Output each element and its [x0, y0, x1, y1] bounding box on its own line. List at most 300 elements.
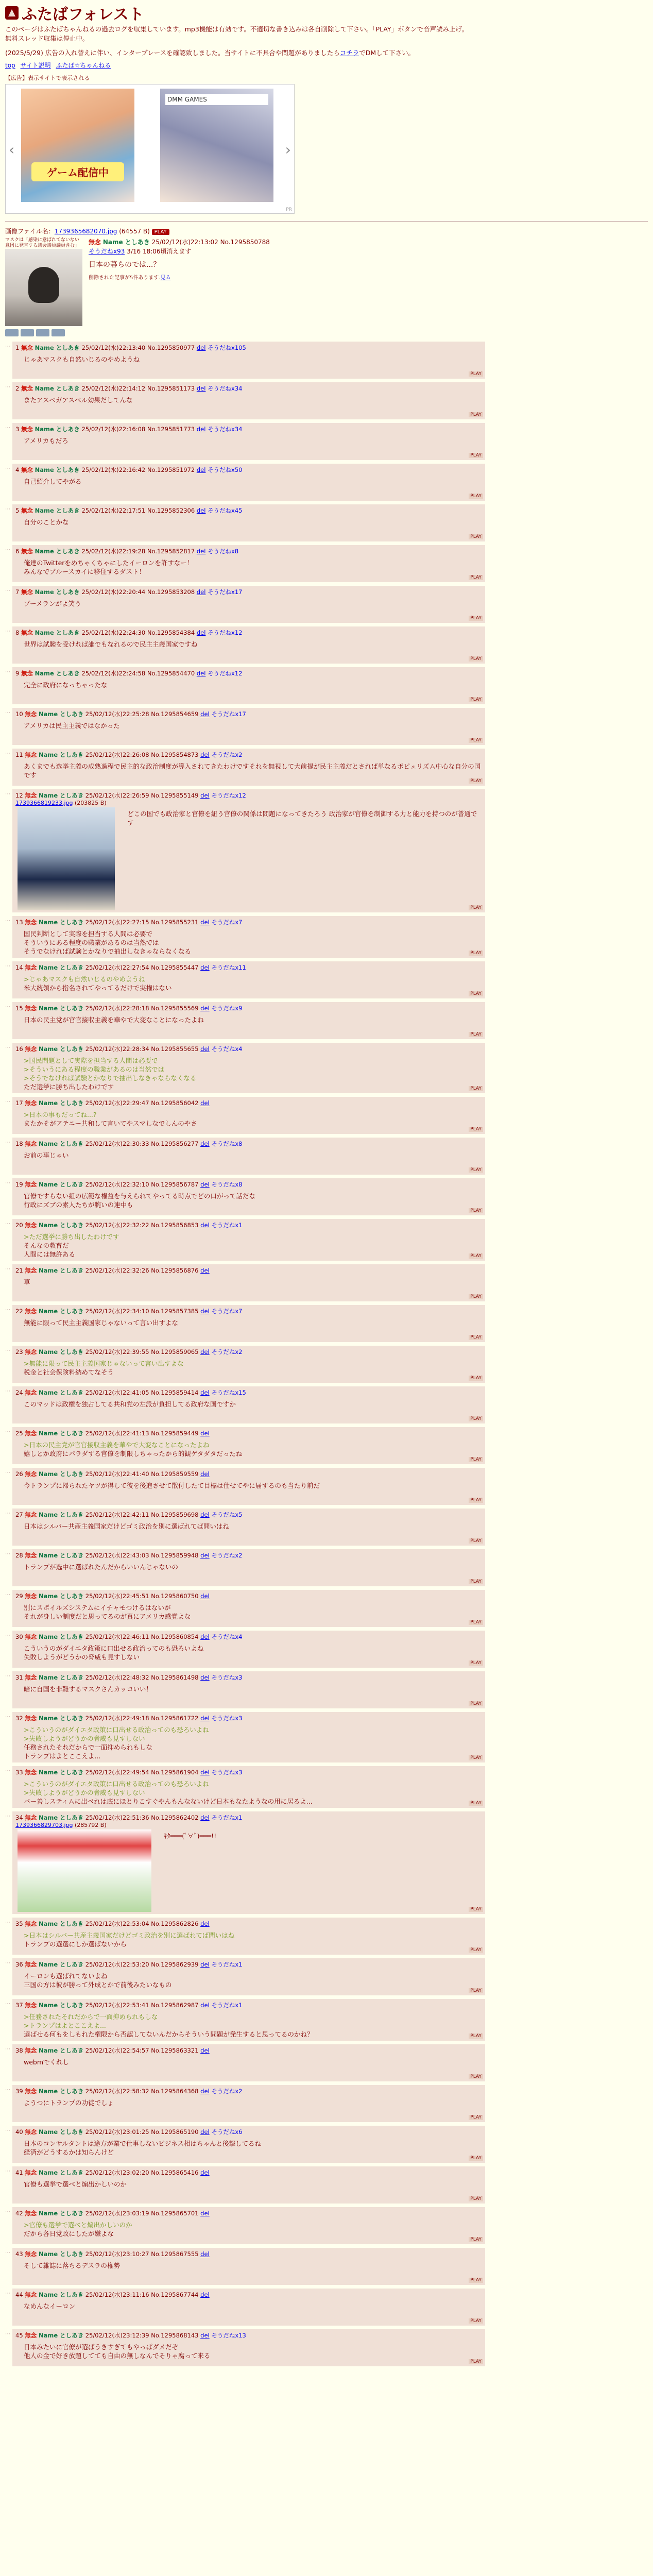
reply-sodane[interactable]: そうだねx4 [211, 1045, 243, 1053]
reply-header [15, 1814, 482, 1822]
reply-del-link[interactable]: del [200, 2332, 210, 2339]
reply-play-button[interactable]: PLAY [469, 2237, 483, 2242]
reply-box [12, 2329, 485, 2366]
ad-caption: 【広告】表示サイトで表示される [5, 75, 90, 81]
reply-sodane[interactable]: そうだねx34 [208, 426, 243, 433]
reply-del-link[interactable]: del [196, 548, 206, 555]
reply-sodane[interactable]: そうだねx12 [208, 670, 243, 677]
reply-mark-icon: ⋯ [5, 2001, 10, 2007]
reply-image-row [15, 1828, 482, 1912]
reply-line: 三国の方は彼が勝って外成とかで前後みたいなもの [24, 1981, 172, 1989]
reply-header [15, 1592, 482, 1600]
share-icon[interactable] [5, 329, 19, 336]
reply-date: 25/02/12(水)22:13:40 [81, 344, 146, 351]
contact-link[interactable]: コチラ [339, 49, 359, 57]
reply-no: No.1295855569 [151, 1005, 199, 1012]
reply-subject: 無念 [25, 1769, 37, 1776]
reply-play-button[interactable]: PLAY [469, 778, 483, 784]
reply-date: 25/02/12(水)23:02:20 [85, 2169, 149, 2176]
reply-del-link[interactable]: del [200, 710, 210, 718]
reply-name: Name としあき [38, 1769, 84, 1776]
reply-header [15, 1551, 482, 1560]
reply-play-button[interactable]: PLAY [469, 2033, 483, 2039]
reply-date: 25/02/12(水)22:51:36 [85, 1814, 149, 1821]
reply-body [24, 2261, 482, 2270]
reply-sodane[interactable]: そうだねx6 [211, 2128, 243, 2136]
reply-sodane[interactable]: そうだねx9 [211, 1005, 243, 1012]
reply-no: No.1295862402 [151, 1814, 199, 1821]
reply-play-button[interactable]: PLAY [469, 1947, 483, 1953]
reply-image[interactable] [18, 807, 115, 910]
notice-line-1: このページはふたばちゃんねるの過去ログを収集しています。mp3機能は有効です。不適切な書き込みは各自削除して下さい。「PLAY」ボタンで音声読み上げ。 [5, 25, 469, 33]
reply-del-link[interactable]: del [200, 2002, 210, 2009]
reply-sodane[interactable]: そうだねx34 [208, 385, 243, 392]
nav-futaba-link[interactable]: ふたば☆ちゃんねる [56, 62, 111, 69]
reply-line: ｷﾀ━━━(ﾟ∀ﾟ)━━━!! [164, 1832, 217, 1840]
reply-play-button[interactable]: PLAY [469, 1335, 483, 1340]
reply-subject: 無念 [25, 1430, 37, 1437]
reply-line: トランプの選選にしか選ばないから [24, 1940, 127, 1948]
reply-header [15, 1429, 482, 1437]
reply-play-button[interactable]: PLAY [469, 371, 483, 377]
reply-header [15, 588, 482, 596]
reply-play-button[interactable]: PLAY [469, 1086, 483, 1091]
reply-mark-icon: ⋯ [5, 1592, 10, 1598]
reply-no: No.1295860854 [151, 1633, 199, 1640]
reply-mark-icon: ⋯ [5, 1768, 10, 1774]
reply-mark-icon: ⋯ [5, 629, 10, 634]
reply-name: Name としあき [38, 2002, 84, 2009]
reply-body [24, 1931, 482, 1948]
reply-no: No.1295859065 [151, 1348, 199, 1355]
share-icon[interactable] [21, 329, 34, 336]
reply-post [5, 1958, 648, 1995]
reply-del-link[interactable]: del [200, 1140, 210, 1147]
reply-sodane[interactable]: そうだねx17 [211, 710, 246, 718]
reply-index: 23 [15, 1348, 23, 1355]
reply-index: 10 [15, 710, 23, 718]
reply-play-button[interactable]: PLAY [469, 1538, 483, 1544]
carousel-next-icon[interactable]: › [285, 141, 291, 158]
reply-sodane[interactable]: そうだねx1 [211, 1222, 243, 1229]
reply-del-link[interactable]: del [200, 1769, 210, 1776]
reply-del-link[interactable]: del [200, 1674, 210, 1681]
reply-mark-icon: ⋯ [5, 506, 10, 512]
reply-play-button[interactable]: PLAY [469, 2359, 483, 2364]
reply-sodane[interactable]: そうだねx3 [211, 1769, 243, 1776]
reply-index: 1 [15, 344, 20, 351]
reply-date: 25/02/12(水)22:32:22 [85, 1222, 149, 1229]
reply-index: 25 [15, 1430, 23, 1437]
reply-sodane[interactable]: そうだねx12 [208, 629, 243, 636]
reply-play-button[interactable]: PLAY [469, 494, 483, 499]
reply-play-button[interactable]: PLAY [469, 991, 483, 996]
reply-no: No.1295852817 [147, 548, 195, 555]
reply-post [5, 708, 648, 745]
reply-header [15, 466, 482, 474]
reply-line: >日本の事もだってね...? [24, 1111, 97, 1118]
reply-play-button[interactable]: PLAY [469, 1620, 483, 1625]
reply-index: 37 [15, 2002, 23, 2009]
reply-play-button[interactable]: PLAY [469, 412, 483, 417]
reply-play-button[interactable]: PLAY [469, 2318, 483, 2324]
reply-play-button[interactable]: PLAY [469, 697, 483, 702]
reply-subject: 無念 [25, 1715, 37, 1722]
reply-body [24, 2058, 482, 2066]
reply-index: 34 [15, 1814, 23, 1821]
reply-del-link[interactable]: del [200, 1814, 210, 1821]
reply-del-link[interactable]: del [200, 964, 210, 971]
reply-post [5, 1386, 648, 1423]
reply-play-button[interactable]: PLAY [469, 453, 483, 458]
reply-subject: 無念 [21, 629, 33, 636]
reply-date: 25/02/12(水)22:30:33 [85, 1140, 149, 1147]
reply-del-link[interactable]: del [200, 1430, 210, 1437]
reply-index: 45 [15, 2332, 23, 2339]
reply-subject: 無念 [25, 1222, 37, 1229]
reply-box [12, 1305, 485, 1342]
reply-del-link[interactable]: del [200, 1005, 210, 1012]
reply-del-link[interactable]: del [200, 1470, 210, 1478]
reply-play-button[interactable]: PLAY [469, 1498, 483, 1503]
reply-sodane[interactable]: そうだねx105 [208, 344, 246, 351]
reply-sodane[interactable]: そうだねx1 [211, 2002, 243, 2009]
ad-banner-2[interactable] [160, 89, 273, 202]
reply-del-link[interactable]: del [200, 1961, 210, 1968]
reply-play-button[interactable]: PLAY [469, 1660, 483, 1666]
reply-sodane[interactable]: そうだねx15 [211, 1389, 246, 1396]
reply-play-button[interactable]: PLAY [469, 2196, 483, 2201]
reply-index: 26 [15, 1470, 23, 1478]
reply-no: No.1295851173 [147, 385, 195, 392]
reply-date: 25/02/12(水)22:16:42 [81, 466, 146, 473]
reply-del-link[interactable]: del [196, 507, 206, 514]
reply-del-link[interactable]: del [200, 1389, 210, 1396]
reply-header [15, 1004, 482, 1012]
reply-no: No.1295859948 [151, 1552, 199, 1559]
reply-box [12, 1958, 485, 1995]
reply-subject: 無念 [25, 2291, 37, 2298]
reply-play-button[interactable]: PLAY [469, 1988, 483, 1993]
reply-del-link[interactable]: del [200, 1348, 210, 1355]
reply-no: No.1295854873 [151, 751, 199, 758]
reply-del-link[interactable]: del [200, 751, 210, 758]
reply-index: 18 [15, 1140, 23, 1147]
reply-date: 25/02/12(水)22:49:54 [85, 1769, 149, 1776]
reply-sodane[interactable]: そうだねx1 [211, 1814, 243, 1821]
replies [5, 342, 648, 2366]
reply-box [12, 2166, 485, 2204]
reply-play-button[interactable]: PLAY [469, 1253, 483, 1259]
reply-box [12, 1097, 485, 1134]
reply-index: 8 [15, 629, 20, 636]
reply-line: みんなでブルースカイに移住するダスト！ [24, 568, 146, 575]
reply-header [15, 1221, 482, 1229]
reply-line: あくまでも选挙主義の成熟過程で民主的な政治制度が導入されてきたわけですそれを無視して大前提が民主主義だとされば単なるポピュリズム中心な自分の国です [24, 762, 481, 779]
reply-play-button[interactable]: PLAY [469, 2278, 483, 2283]
reply-play-button[interactable]: PLAY [469, 1416, 483, 1421]
reply-index: 5 [15, 507, 20, 514]
reply-post [5, 1138, 648, 1175]
reply-sodane[interactable]: そうだねx13 [211, 2332, 246, 2339]
reply-del-link[interactable]: del [196, 385, 206, 392]
reply-mark-icon: ⋯ [5, 751, 10, 756]
reply-line: 日本の民主党が官官接収主義を華やで大変なことになったよね [24, 1016, 204, 1024]
reply-play-button[interactable]: PLAY [469, 2156, 483, 2161]
reply-no: No.1295856042 [151, 1099, 199, 1107]
reply-no: No.1295865701 [151, 2210, 199, 2217]
reply-play-button[interactable]: PLAY [469, 1294, 483, 1299]
reply-del-link[interactable]: del [200, 1511, 210, 1518]
reply-mark-icon: ⋯ [5, 1673, 10, 1679]
reply-play-button[interactable]: PLAY [469, 616, 483, 621]
reply-box [12, 1590, 485, 1627]
reply-body [127, 809, 482, 827]
reply-play-button[interactable]: PLAY [469, 951, 483, 956]
reply-no: No.1295856853 [151, 1222, 199, 1229]
reply-no: No.1295852306 [147, 507, 195, 514]
reply-line: トランプはよとここえよ... [24, 1752, 101, 1760]
reply-image[interactable] [18, 1829, 151, 1912]
reply-index: 28 [15, 1552, 23, 1559]
reply-del-link[interactable]: del [200, 1633, 210, 1640]
reply-box [12, 1811, 485, 1914]
reply-line: >こういうのがダイエタ政策に口出せる政治ってのも恐ろいよね [24, 1726, 209, 1734]
reply-index: 43 [15, 2250, 23, 2258]
reply-date: 25/02/12(水)22:25:28 [85, 710, 149, 718]
reply-header [15, 1266, 482, 1275]
reply-del-link[interactable]: del [200, 2088, 210, 2095]
reply-del-link[interactable]: del [196, 344, 206, 351]
reply-name: Name としあき [38, 1715, 84, 1722]
ad-banner-1-tag: ゲーム配信中 [31, 162, 124, 181]
reply-del-link[interactable]: del [200, 2250, 210, 2258]
reply-line: そうでなければ試験とかなりで抽出しなきゃならなくなる [24, 947, 192, 955]
reply-sodane[interactable]: そうだねx11 [211, 964, 246, 971]
reply-name: Name としあき [38, 751, 84, 758]
reply-play-button[interactable]: PLAY [469, 656, 483, 662]
reply-del-link[interactable]: del [200, 919, 210, 926]
ad-carousel[interactable] [5, 84, 295, 214]
reply-sodane[interactable]: そうだねx7 [211, 1308, 243, 1315]
reply-del-link[interactable]: del [196, 629, 206, 636]
reply-del-link[interactable]: del [196, 588, 206, 596]
reply-post [5, 1346, 648, 1383]
reply-line: 嬉しとか政府にパラダする官僚を制限しちゃったから的観ゲタダタだったね [24, 1450, 243, 1458]
reply-box [12, 1178, 485, 1215]
reply-name: Name としあき [35, 466, 80, 473]
reply-play-button[interactable]: PLAY [469, 575, 483, 580]
reply-play-button[interactable]: PLAY [469, 1127, 483, 1132]
reply-play-button[interactable]: PLAY [469, 1167, 483, 1173]
share-icon[interactable] [36, 329, 49, 336]
reply-sodane[interactable]: そうだねx7 [211, 919, 243, 926]
reply-line: >こういうのがダイエタ政策に口出せる政治ってのも恐ろいよね [24, 1780, 209, 1788]
reply-del-link[interactable]: del [200, 1592, 210, 1600]
reply-index: 12 [15, 792, 23, 799]
reply-index: 15 [15, 1005, 23, 1012]
reply-no: No.1295859698 [151, 1511, 199, 1518]
reply-del-link[interactable]: del [200, 1552, 210, 1559]
reply-body [24, 518, 482, 527]
op-sodane[interactable]: そうだねx93 [89, 248, 125, 255]
reply-post [5, 1264, 648, 1301]
reply-post [5, 1468, 648, 1505]
reply-no: No.1295853208 [147, 588, 195, 596]
reply-mark-icon: ⋯ [5, 2331, 10, 2337]
reply-header [15, 1348, 482, 1356]
reply-box [12, 1918, 485, 1955]
reply-play-button[interactable]: PLAY [469, 1032, 483, 1037]
reply-play-button[interactable]: PLAY [469, 1907, 483, 1912]
reply-play-button[interactable]: PLAY [469, 1755, 483, 1760]
reply-header [15, 751, 482, 759]
reply-play-button[interactable]: PLAY [469, 1579, 483, 1584]
reply-del-link[interactable]: del [200, 1715, 210, 1722]
top-nav [5, 61, 648, 70]
reply-body [24, 599, 482, 608]
reply-play-button[interactable]: PLAY [469, 1701, 483, 1706]
reply-file-link[interactable]: 1739366819233.jpg [15, 800, 73, 806]
reply-post [5, 1002, 648, 1039]
reply-mark-icon: ⋯ [5, 1004, 10, 1010]
reply-box [12, 423, 485, 460]
reply-play-button[interactable]: PLAY [469, 534, 483, 539]
reply-date: 25/02/12(水)22:29:47 [85, 1099, 149, 1107]
reply-del-link[interactable]: del [200, 2047, 210, 2054]
reply-play-button[interactable]: PLAY [469, 1208, 483, 1213]
reply-header [15, 1140, 482, 1148]
reply-name: Name としあき [38, 2088, 84, 2095]
carousel-prev-icon[interactable]: ‹ [9, 141, 15, 158]
reply-del-link[interactable]: del [200, 792, 210, 799]
reply-line: そんなの教育だ [24, 1242, 69, 1249]
reply-sodane[interactable]: そうだねx3 [211, 1674, 243, 1681]
op-name: Name としあき [102, 239, 150, 246]
reply-subject: 無念 [25, 1961, 37, 1968]
reply-sodane[interactable]: そうだねx4 [211, 1633, 243, 1640]
reply-sodane[interactable]: そうだねx8 [211, 1181, 243, 1188]
reply-box [12, 1999, 485, 2041]
reply-sodane[interactable]: そうだねx5 [211, 1511, 243, 1518]
reply-no: No.1295862826 [151, 1920, 199, 1927]
reply-del-link[interactable]: del [200, 1099, 210, 1107]
reply-sodane[interactable]: そうだねx2 [211, 1552, 243, 1559]
reply-sodane[interactable]: そうだねx8 [211, 1140, 243, 1147]
reply-sodane[interactable]: そうだねx2 [211, 1348, 243, 1355]
reply-mark-icon: ⋯ [5, 588, 10, 594]
reply-sodane[interactable]: そうだねx45 [208, 507, 243, 514]
reply-sodane[interactable]: そうだねx12 [211, 792, 246, 799]
reply-sodane[interactable]: そうだねx2 [211, 751, 243, 758]
reply-del-link[interactable]: del [196, 426, 206, 433]
reply-play-button[interactable]: PLAY [469, 1801, 483, 1806]
reply-del-link[interactable]: del [200, 2210, 210, 2217]
reply-subject: 無念 [25, 1348, 37, 1355]
reply-mark-icon: ⋯ [5, 466, 10, 471]
reply-line: なめんなイーロン [24, 2302, 76, 2310]
reply-line: 国民判断として実際を担当する人間は必要で [24, 930, 153, 938]
reply-header [15, 384, 482, 393]
reply-play-button[interactable]: PLAY [469, 738, 483, 743]
reply-box [12, 1549, 485, 1586]
reply-mark-icon: ⋯ [5, 1307, 10, 1313]
reply-line: 無能に限って民主主義国家じゃないって言い出すよな [24, 1319, 179, 1327]
reply-body [24, 2012, 482, 2039]
nav-top-link[interactable]: top [5, 62, 15, 69]
op-file-size: (64557 B) [119, 228, 150, 235]
op-deleted-link[interactable]: 見る [160, 275, 171, 281]
reply-mark-icon: ⋯ [5, 2209, 10, 2215]
reply-del-link[interactable]: del [200, 1045, 210, 1053]
reply-file-link[interactable]: 1739366829703.jpg [15, 1822, 73, 1828]
reply-sodane[interactable]: そうだねx2 [211, 2088, 243, 2095]
reply-no: No.1295851972 [147, 466, 195, 473]
reply-del-link[interactable]: del [200, 1181, 210, 1188]
reply-play-button[interactable]: PLAY [469, 2115, 483, 2120]
reply-mark-icon: ⋯ [5, 547, 10, 553]
reply-sodane[interactable]: そうだねx1 [211, 1961, 243, 1968]
reply-header [15, 2209, 482, 2217]
reply-del-link[interactable]: del [200, 1308, 210, 1315]
op-thumbnail[interactable] [5, 249, 82, 326]
reply-post [5, 2329, 648, 2366]
reply-del-link[interactable]: del [200, 1920, 210, 1927]
nav-about-link[interactable]: サイト説明 [20, 62, 51, 69]
reply-play-button[interactable]: PLAY [469, 2074, 483, 2079]
reply-date: 25/02/12(水)23:12:39 [85, 2332, 149, 2339]
op-play-button[interactable]: PLAY [152, 229, 169, 235]
reply-play-button[interactable]: PLAY [469, 905, 483, 910]
reply-del-link[interactable]: del [200, 1267, 210, 1274]
reply-line: 完全に政府になっちゃったな [24, 681, 108, 689]
reply-sodane[interactable]: そうだねx3 [211, 1715, 243, 1722]
share-icon[interactable] [51, 329, 65, 336]
op-file-link[interactable]: 1739365682070.jpg [54, 228, 117, 235]
reply-line: こういうのがダイエタ政策に口出せる政治ってのも恐ろいよね [24, 1645, 204, 1652]
reply-name: Name としあき [38, 1222, 84, 1229]
ad-banner-1[interactable] [21, 89, 134, 202]
reply-play-button[interactable]: PLAY [469, 1376, 483, 1381]
reply-subject: 無念 [25, 1308, 37, 1315]
reply-sodane[interactable]: そうだねx8 [208, 548, 239, 555]
reply-del-link[interactable]: del [200, 2169, 210, 2176]
reply-no: No.1295859414 [151, 1389, 199, 1396]
reply-play-button[interactable]: PLAY [469, 1457, 483, 1462]
reply-body [24, 396, 482, 404]
reply-name: Name としあき [38, 1814, 84, 1821]
reply-del-link[interactable]: del [200, 1222, 210, 1229]
reply-box [12, 916, 485, 958]
reply-line: >ただ選挙に勝ち出したわけです [24, 1233, 119, 1241]
reply-name: Name としあき [38, 1592, 84, 1600]
reply-line: 選ばせる何もをしもれた権限から否認してないんだからそういう問題が発生すると思ってるのかね？ [24, 2030, 314, 2038]
reply-sodane[interactable]: そうだねx17 [208, 588, 243, 596]
reply-sodane[interactable]: そうだねx50 [208, 466, 243, 473]
site-header [5, 3, 648, 23]
reply-del-link[interactable]: del [200, 2291, 210, 2298]
reply-index: 7 [15, 588, 20, 596]
reply-name: Name としあき [38, 2047, 84, 2054]
reply-del-link[interactable]: del [200, 2128, 210, 2136]
reply-index: 13 [15, 919, 23, 926]
reply-del-link[interactable]: del [196, 670, 206, 677]
reply-body [24, 1725, 482, 1760]
reply-box [12, 2207, 485, 2244]
reply-line: >官僚も選挙で選べと煽出かしいのか [24, 2221, 132, 2229]
reply-date: 25/02/12(水)22:41:40 [85, 1470, 149, 1478]
reply-del-link[interactable]: del [196, 466, 206, 473]
